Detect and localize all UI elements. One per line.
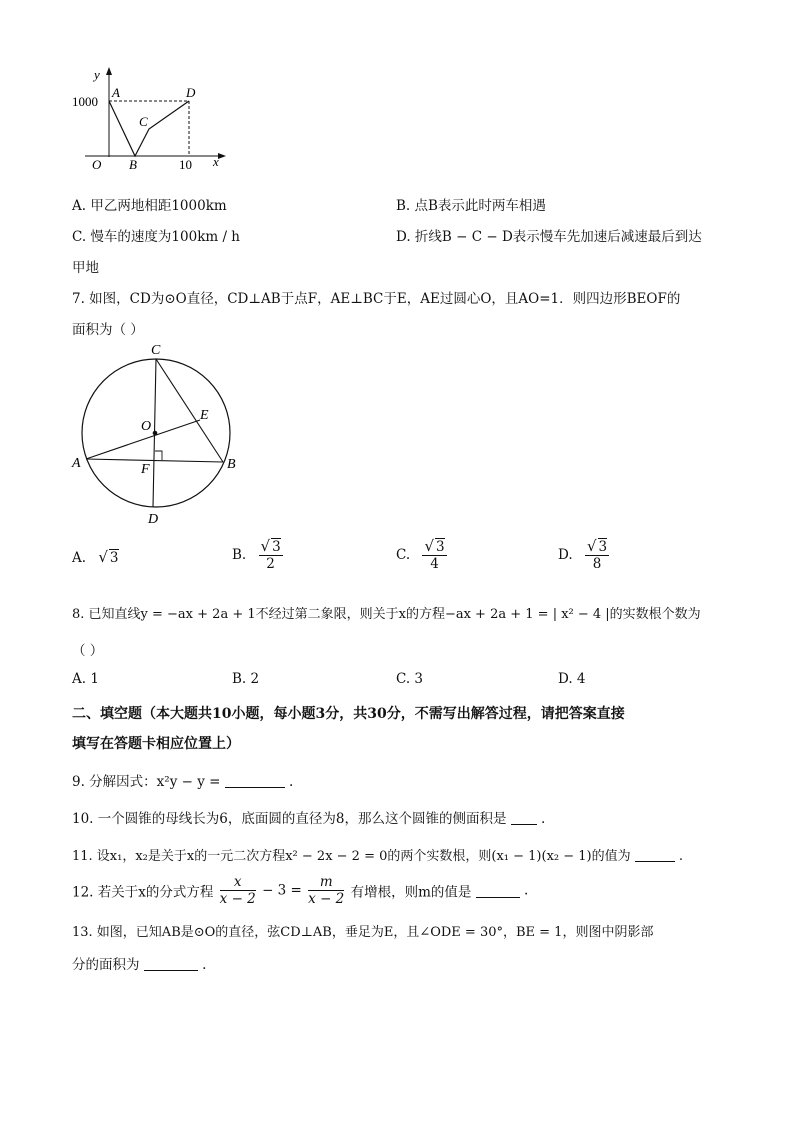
point-c-label: C xyxy=(139,114,148,129)
label-o: O xyxy=(141,419,152,434)
q8-option-b: B. 2 xyxy=(232,671,260,687)
y-axis-arrow xyxy=(106,67,112,75)
label-f: F xyxy=(141,462,150,477)
label-e: E xyxy=(200,408,209,423)
q12-pre: 12. 若关于x的分式方程 xyxy=(72,884,214,901)
graph-polyline xyxy=(109,101,189,156)
label-a: A xyxy=(72,456,81,471)
q8-text-line1: 8. 已知直线y = −ax + 2a + 1不经过第二象限，则关于x的方程−ax + 2a + 1 = | x² − 4 |的实数根个数为 xyxy=(72,607,701,622)
point-a-label: A xyxy=(112,85,120,100)
q7-option-b: B. $\frac{√ 3}{2}$ xyxy=(232,537,281,572)
q10-end: . xyxy=(541,811,546,827)
circle-figure xyxy=(62,338,262,533)
q7-option-c-denominator: 4 xyxy=(430,556,439,572)
q7-option-c-numerator: 3 xyxy=(436,539,445,555)
q7-text-line2: 面积为（ ） xyxy=(72,322,144,338)
q11-answer-blank[interactable] xyxy=(635,847,675,862)
q7-option-a: A. √ 3 xyxy=(72,548,119,566)
q7-option-d: D. $\frac{√ 3}{8}$ xyxy=(558,537,608,572)
center-dot xyxy=(153,431,158,436)
q12-fraction-1-numerator: x xyxy=(220,874,256,891)
q9 xyxy=(72,770,293,790)
q11-end: . xyxy=(678,849,684,864)
q9-answer-blank[interactable] xyxy=(225,773,285,788)
q7-option-b-label: B. xyxy=(232,547,247,563)
q7-option-c: C. $\frac{√ 3}{4}$ xyxy=(396,537,445,572)
q12-post: 有增根，则m的值是 xyxy=(350,884,472,901)
q6-option-d: D. 折线B − C − D表示慢车先加速后减速最后到达 xyxy=(396,229,702,245)
origin-label: O xyxy=(92,157,102,172)
q13-answer-blank[interactable] xyxy=(144,956,198,971)
q12-mid: − 3 = xyxy=(262,882,302,899)
q13-end: . xyxy=(202,957,207,973)
q7-option-c-label: C. xyxy=(396,547,411,563)
q12-fraction-2-numerator: m xyxy=(308,874,344,891)
label-c: C xyxy=(151,343,161,358)
q10-answer-blank[interactable] xyxy=(511,810,537,825)
q6-option-d-continued: 甲地 xyxy=(72,260,99,276)
q7-option-a-label: A. xyxy=(72,550,87,566)
q13-line2 xyxy=(72,953,206,973)
q11 xyxy=(72,845,683,864)
q7-option-b-numerator: 3 xyxy=(272,539,281,555)
segment-bc xyxy=(156,359,223,462)
right-angle-mark xyxy=(155,451,162,460)
x-tick-10: 10 xyxy=(179,157,192,172)
q9-text: 9. 分解因式：x²y − y = xyxy=(72,774,221,790)
q7-text-line1: 7. 如图，CD为⊙O直径，CD⊥AB于点F，AE⊥BC于E，AE过圆心O，且AO=1．则四边形BEOF的 xyxy=(72,291,681,307)
point-b-label: B xyxy=(129,157,137,172)
q10 xyxy=(72,807,545,827)
q6-option-b: B. 点B表示此时两车相遇 xyxy=(396,198,546,214)
q7-option-d-numerator: 3 xyxy=(598,539,608,555)
q6-option-c: C. 慢车的速度为100km / h xyxy=(72,229,241,245)
q8-option-d: D. 4 xyxy=(558,671,586,687)
q7-option-a-radicand: 3 xyxy=(109,550,119,566)
q13-text-line1: 13. 如图，已知AB是⊙O的直径，弦CD⊥AB，垂足为E，且∠ODE = 30°，BE = 1，则图中阴影部 xyxy=(72,925,654,940)
distance-time-graph xyxy=(60,62,240,174)
section2-heading-line1: 二、填空题（本大题共10小题，每小题3分，共30分，不需写出解答过程，请把答案直接 xyxy=(72,706,625,722)
q12-answer-blank[interactable] xyxy=(476,883,520,898)
q12 xyxy=(72,874,528,907)
q12-fraction-1-denominator: x − 2 xyxy=(219,891,256,907)
q8-text-line2: （ ） xyxy=(72,643,104,659)
q13-text-line2: 分的面积为 xyxy=(72,957,140,973)
q12-fraction-2-denominator: x − 2 xyxy=(308,891,345,907)
q8-option-c: C. 3 xyxy=(396,671,424,687)
q8-option-a: A. 1 xyxy=(72,671,99,687)
point-d-label: D xyxy=(186,85,196,100)
label-b: B xyxy=(227,457,236,472)
q9-end: . xyxy=(289,774,294,790)
y-axis-label: y xyxy=(94,67,100,82)
q12-end: . xyxy=(523,882,529,899)
q12-fraction-2 xyxy=(308,874,344,907)
section2-heading-line2: 填写在答题卡相应位置上） xyxy=(72,736,240,752)
q12-fraction-1 xyxy=(220,874,256,907)
label-d: D xyxy=(148,512,159,527)
y-tick-1000: 1000 xyxy=(72,94,98,109)
x-axis-label: x xyxy=(213,154,219,169)
q10-text: 10. 一个圆锥的母线长为6，底面圆的直径为8，那么这个圆锥的侧面积是 xyxy=(72,811,507,827)
q7-option-d-denominator: 8 xyxy=(592,556,602,572)
q6-option-a: A. 甲乙两地相距1000km xyxy=(72,198,227,214)
q7-option-d-label: D. xyxy=(558,547,573,563)
q7-option-b-denominator: 2 xyxy=(266,556,275,572)
q11-text: 11. 设x₁，x₂是关于x的一元二次方程x² − 2x − 2 = 0的两个实数根，则(x₁ − 1)(x₂ − 1)的值为 xyxy=(72,849,631,864)
x-axis-arrow xyxy=(218,153,226,159)
